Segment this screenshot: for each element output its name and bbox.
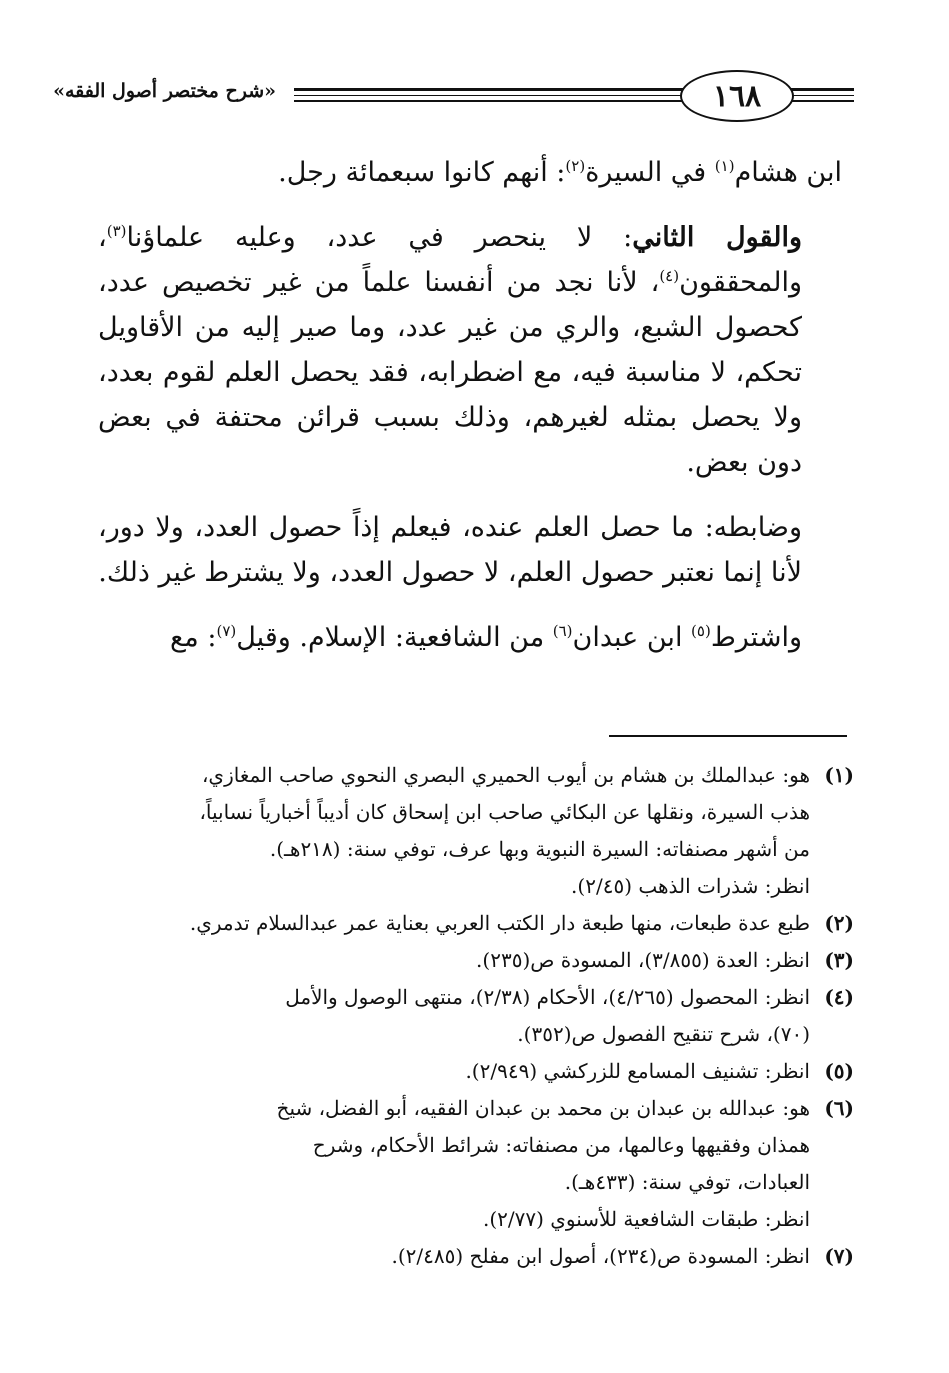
page-header bbox=[53, 68, 854, 126]
footnote-line: انظر: طبقات الشافعية للأسنوي (٢/٧٧). bbox=[482, 1207, 810, 1231]
text-run: واشترط bbox=[710, 622, 802, 653]
footnote-body bbox=[102, 905, 810, 942]
page-number: ١٦٨ bbox=[680, 70, 794, 122]
footnote-line: هذب السيرة، ونقلها عن البكائي صاحب ابن إسحاق كان أديباً أخبارياً نسابياً، bbox=[199, 800, 810, 824]
footnote-number: (٤) bbox=[824, 985, 854, 1009]
text-run: : مع bbox=[169, 622, 217, 653]
footnote-body bbox=[102, 942, 810, 979]
text-run: ، والمحققون bbox=[98, 222, 802, 298]
footnote-ref[interactable]: (٦) bbox=[552, 622, 573, 640]
footnote-body bbox=[102, 1053, 810, 1090]
footnote-line: هو: عبدالملك بن هشام بن أيوب الحميري البصري النحوي صاحب المغازي، bbox=[201, 763, 810, 787]
text-run: ، لأنا نجد من أنفسنا علماً من غير تخصيص عدد، كحصول الشبع، والري من غير عدد، وما صير إليه من الأقاويل تحكم، لا مناسبة فيه، مع اضطرابه، فقد يحصل العلم لقوم بعدد، ولا يحصل بمثله لغيرهم، وذلك بسبب قرائن محتفة في بعض دون بعض. bbox=[98, 267, 802, 478]
footnote-line: همذان وفقيهها وعالمها، من مصنفاته: شرائط الأحكام، وشرح bbox=[312, 1133, 810, 1157]
footnote-line: العبادات، توفي سنة: (٤٣٣هـ). bbox=[564, 1170, 810, 1194]
footnote-line: من أشهر مصنفاته: السيرة النبوية وبها عرف، توفي سنة: (٢١٨هـ). bbox=[269, 837, 810, 861]
footnote-line: انظر: شذرات الذهب (٢/٤٥). bbox=[571, 874, 810, 898]
footnote-body bbox=[102, 757, 810, 905]
footnote-3 bbox=[102, 942, 854, 979]
footnote-ref[interactable]: (٤) bbox=[659, 267, 680, 285]
footnote-separator bbox=[609, 735, 847, 737]
text-run: في السيرة bbox=[585, 157, 715, 188]
footnote-number: (٣) bbox=[824, 948, 854, 972]
footnote-number: (٦) bbox=[824, 1096, 854, 1120]
footnote-body bbox=[102, 979, 810, 1053]
paragraph-1 bbox=[98, 150, 842, 195]
footnote-ref[interactable]: (٢) bbox=[565, 157, 586, 175]
text-run: من الشافعية: الإسلام. وقيل bbox=[236, 622, 553, 653]
footnote-7 bbox=[102, 1238, 854, 1275]
footnote-body bbox=[102, 1090, 810, 1238]
footnote-number: (١) bbox=[824, 763, 854, 787]
footnote-line: طبع عدة طبعات، منها طبعة دار الكتب العربي بعناية عمر عبدالسلام تدمري. bbox=[189, 911, 810, 935]
footnote-line: (٧٠)، شرح تنقيح الفصول ص(٣٥٢). bbox=[517, 1022, 810, 1046]
text-run: : لا ينحصر في عدد، وعليه علماؤنا bbox=[126, 222, 633, 253]
footnote-line: هو: عبدالله بن عبدان بن محمد بن عبدان الفقيه، أبو الفضل، شيخ bbox=[276, 1096, 810, 1120]
footnote-4 bbox=[102, 979, 854, 1053]
footnote-body bbox=[102, 1238, 810, 1275]
footnote-line: انظر: العدة (٣/٨٥٥)، المسودة ص(٢٣٥). bbox=[476, 948, 810, 972]
bold-lead: والقول الثاني bbox=[632, 222, 803, 253]
footnote-6 bbox=[102, 1090, 854, 1238]
footnote-5 bbox=[102, 1053, 854, 1090]
footnote-ref[interactable]: (٧) bbox=[216, 622, 237, 640]
footnote-1 bbox=[102, 757, 854, 905]
footnote-2 bbox=[102, 905, 854, 942]
paragraph-2 bbox=[98, 215, 842, 485]
paragraph-3: وضابطه: ما حصل العلم عنده، فيعلم إذاً حصول العدد، ولا دور، لأنا إنما نعتبر حصول العلم، لا حصول العدد، ولا يشترط غير ذلك. bbox=[98, 512, 802, 588]
footnote-line: انظر: المسودة ص(٢٣٤)، أصول ابن مفلح (٢/٤٨٥). bbox=[391, 1244, 810, 1268]
footnote-ref[interactable]: (١) bbox=[714, 157, 735, 175]
footnote-line: انظر: تشنيف المسامع للزركشي (٢/٩٤٩). bbox=[465, 1059, 810, 1083]
footnote-ref[interactable]: (٥) bbox=[691, 622, 711, 640]
footnote-number: (٢) bbox=[824, 911, 854, 935]
main-text bbox=[98, 150, 842, 680]
text-run: : أنهم كانوا سبعمائة رجل. bbox=[278, 157, 566, 188]
footnote-number: (٧) bbox=[824, 1244, 854, 1268]
footnote-ref[interactable]: (٣) bbox=[106, 222, 127, 240]
footnotes bbox=[102, 757, 854, 1275]
footnote-number: (٥) bbox=[824, 1059, 854, 1083]
text-run: ابن عبدان bbox=[572, 622, 692, 653]
running-title: «شرح مختصر أصول الفقه» bbox=[53, 80, 276, 102]
paragraph-4 bbox=[98, 615, 842, 660]
footnote-line: انظر: المحصول (٤/٢٦٥)، الأحكام (٢/٣٨)، منتهى الوصول والأمل bbox=[285, 985, 810, 1009]
text-run: ابن هشام bbox=[734, 157, 842, 188]
